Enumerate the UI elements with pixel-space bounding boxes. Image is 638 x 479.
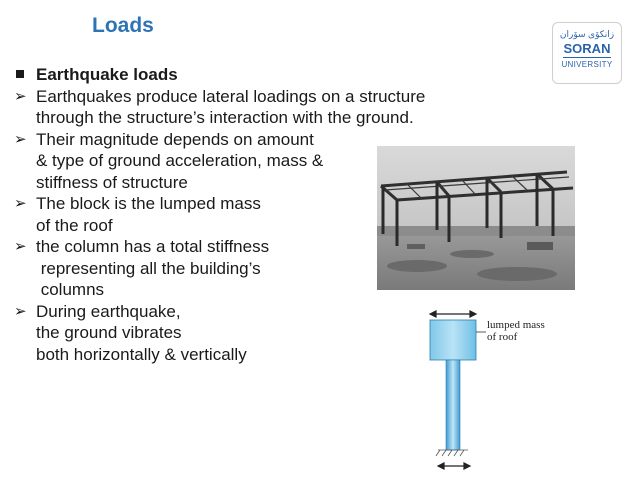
bullet-line: through the structure’s interaction with the ground. xyxy=(36,108,414,127)
arrow-bullet-icon: ➢ xyxy=(14,87,27,105)
steel-frame-photo-drawing xyxy=(377,146,575,290)
square-bullet-icon xyxy=(16,70,24,78)
logo-name-text: SORAN xyxy=(563,41,611,56)
bullet-line: The block is the lumped mass xyxy=(36,194,261,213)
lumped-mass-caption xyxy=(487,319,545,343)
bullet-line: Their magnitude depends on amount xyxy=(36,129,314,149)
bullet-line: Earthquake loads xyxy=(36,65,178,84)
bullet-line: Earthquakes produce lateral loadings on a structure xyxy=(36,86,426,106)
arrow-bullet-icon: ➢ xyxy=(14,302,27,320)
bullet-line: columns xyxy=(36,280,105,299)
bullet-line: of the roof xyxy=(36,215,113,235)
bullet-line: both horizontally & vertically xyxy=(36,344,247,364)
university-logo xyxy=(552,22,622,84)
arrow-bullet-icon: ➢ xyxy=(14,238,27,255)
caption-line: lumped mass xyxy=(487,319,545,331)
bullet-lateral-loadings xyxy=(12,86,512,129)
logo-sub-text: UNIVERSITY xyxy=(561,60,613,69)
steel-frame-photo xyxy=(377,146,575,290)
bullet-line: representing all the building’s xyxy=(36,258,261,278)
bullet-line: stiffness of structure xyxy=(36,172,188,192)
bullet-line: the column has a total stiffness xyxy=(36,237,270,256)
bullet-line: the ground vibrates xyxy=(36,323,182,342)
logo-arabic-text: زانكۆی سۆران xyxy=(559,29,615,39)
bullet-earthquake-loads xyxy=(12,64,512,86)
arrow-bullet-icon: ➢ xyxy=(14,195,27,212)
arrow-bullet-icon: ➢ xyxy=(14,130,27,148)
caption-line: of roof xyxy=(487,331,518,343)
bullet-line: & type of ground acceleration, mass & xyxy=(36,151,324,170)
logo-divider xyxy=(563,57,611,58)
bullet-line: During earthquake, xyxy=(36,301,181,321)
slide-title: Loads xyxy=(92,14,154,37)
